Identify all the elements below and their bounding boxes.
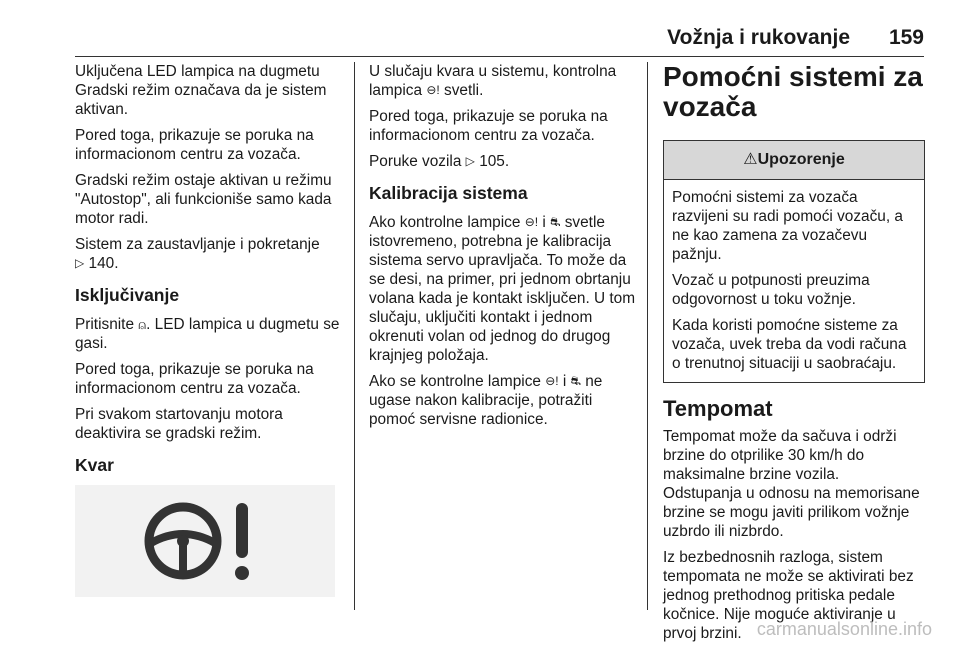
paragraph: Iz bezbednosnih razloga, sistem tempomata ne može se aktivirati bez jednog prethodnog pritiska pedale kočnice. Nije moguće aktiviranje u prvoj brzini.	[663, 549, 914, 642]
heading-cruise: Tempomat	[663, 396, 773, 421]
paragraph: Gradski režim ostaje aktivan u režimu "Autostop", ali funkcioniše samo kada motor radi.	[75, 172, 332, 227]
warning-box	[663, 140, 925, 383]
warning-body	[664, 180, 924, 382]
watermark: carmanualsonline.info	[756, 619, 932, 639]
paragraph-text: Sistem za zaustavljanje i pokretanje	[75, 236, 320, 253]
page-ref-arrow-icon[interactable]: ▷	[465, 154, 475, 168]
page-number: 159	[888, 26, 924, 49]
steering-fault-icon: ⊖!	[545, 374, 559, 388]
column-3	[663, 62, 925, 650]
paragraph-text: svetli.	[444, 82, 484, 99]
steering-fault-icon: ⊖!	[524, 215, 539, 229]
page-ref-arrow-icon[interactable]: ▷	[75, 256, 85, 270]
section-title: Vožnja i rukovanje	[667, 26, 850, 49]
paragraph-text: Poruke vozila	[369, 153, 462, 170]
esp-icon: ⛐	[570, 374, 581, 388]
heading-fault: Kvar	[75, 455, 114, 475]
paragraph	[369, 213, 637, 365]
paragraph-text: i	[562, 373, 567, 390]
paragraph	[369, 372, 637, 429]
paragraph-text: ne ugase nakon kalibracije, potražiti pomoć servisne radionice.	[369, 373, 603, 428]
paragraph-text: Ako kontrolne lampice	[369, 214, 521, 231]
page-ref-link[interactable]: 140.	[88, 255, 119, 272]
city-mode-icon: ⍝	[138, 317, 147, 332]
esp-icon: ⛐	[550, 215, 561, 229]
paragraph: Vozač u potpunosti preuzima odgovornost u toku vožnje.	[672, 272, 870, 308]
column-2	[369, 62, 637, 436]
paragraph-text: U slučaju kvara u sistemu, kontrolna lampica	[369, 63, 617, 99]
warning-triangle-icon: ⚠	[743, 151, 758, 168]
paragraph	[75, 235, 345, 273]
paragraph-text: svetle istovremeno, potrebna je kalibracija sistema servo upravljača. To može da se desi, na primer, pri jednom obrtanju volana kada je kontakt isključen. U tom slučaju, uključiti kontakt i jednom okrenuti volan od jednog do drugog krajnjeg položaja.	[369, 214, 636, 364]
paragraph	[369, 62, 637, 100]
page-ref-link[interactable]: 105.	[479, 153, 510, 170]
paragraph: Pored toga, prikazuje se poruka na informacionom centru za vozača.	[75, 127, 314, 163]
paragraph-text: Pritisnite	[75, 316, 135, 333]
header-rule	[75, 56, 924, 57]
paragraph: Uključena LED lampica na dugmetu Gradski režim označava da je sistem aktivan.	[75, 63, 327, 118]
column-divider	[647, 62, 648, 610]
section-heading: Pomoćni sistemi za vozača	[663, 61, 923, 122]
steering-fault-icon	[135, 491, 275, 591]
paragraph: Pomoćni sistemi za vozača razvijeni su radi pomoći vozaču, a ne kao zamena za vozačevu pažnju.	[672, 189, 903, 263]
warning-label: Upozorenje	[757, 151, 845, 168]
paragraph: Pored toga, prikazuje se poruka na informacionom centru za vozača.	[369, 108, 608, 144]
paragraph: Tempomat može da sačuva i održi brzine do otprilike 30 km/h do maksimalne brzine vozila.	[663, 428, 897, 483]
warning-header	[664, 141, 924, 180]
page-header	[0, 26, 960, 56]
paragraph: Pored toga, prikazuje se poruka na informacionom centru za vozača.	[75, 361, 314, 397]
paragraph-text: Ako se kontrolne lampice	[369, 373, 541, 390]
column-divider	[354, 62, 355, 610]
paragraph-text: i	[542, 214, 546, 231]
paragraph	[75, 315, 345, 353]
paragraph	[369, 152, 637, 171]
paragraph: Kada koristi pomoćne sisteme za vozača, uvek treba da vodi računa o trenutnoj situaciji u saobraćaju.	[672, 317, 907, 372]
paragraph: Pri svakom startovanju motora deaktivira se gradski režim.	[75, 406, 283, 442]
heading-off: Isključivanje	[75, 285, 180, 305]
steering-fault-icon: ⊖!	[426, 83, 440, 97]
column-1	[75, 62, 345, 597]
heading-calibration: Kalibracija sistema	[369, 183, 528, 203]
paragraph-text: . LED lampica u dugmetu se gasi.	[75, 316, 340, 352]
steering-fault-illustration	[75, 485, 335, 597]
paragraph: Odstupanja u odnosu na memorisane brzine se mogu javiti prilikom vožnje uzbrdo ili nizbrdo.	[663, 485, 920, 540]
